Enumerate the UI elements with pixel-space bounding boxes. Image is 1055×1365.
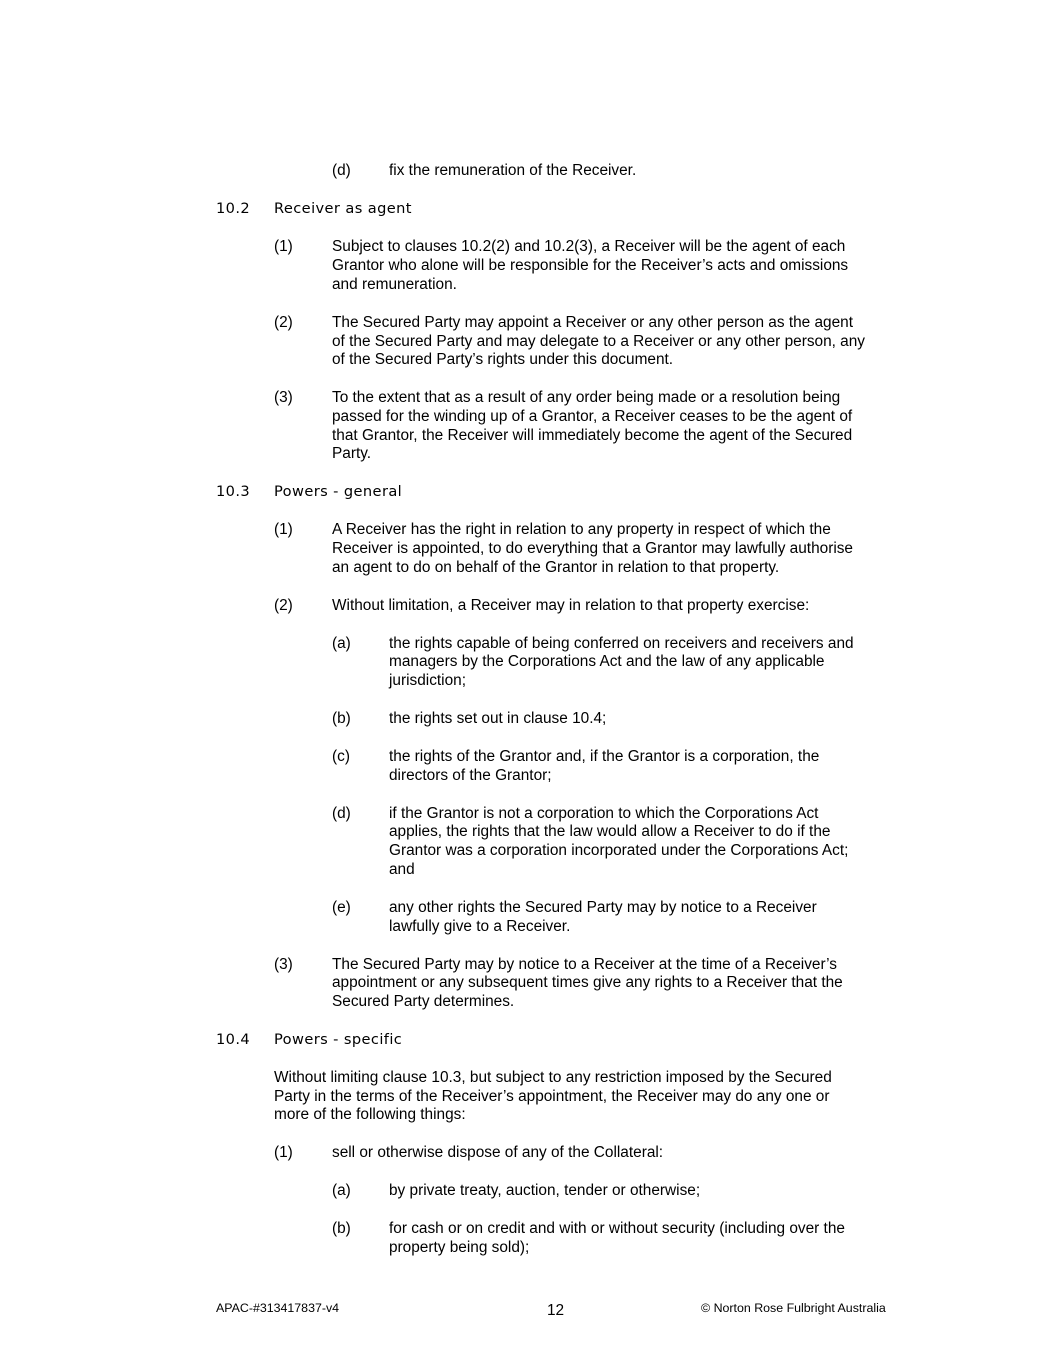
item-text: sell or otherwise dispose of any of the Collateral: (332, 1144, 664, 1161)
item-text: jurisdiction; (389, 672, 466, 689)
item-text: Subject to clauses 10.2(2) and 10.2(3), a Receiver will be the agent of each (332, 238, 846, 255)
clause-number: 10.2 (216, 200, 251, 217)
item-text: property being sold); (389, 1239, 530, 1256)
item-text: an agent to do on behalf of the Grantor in relation to that property. (332, 559, 780, 576)
item-label: (b) (332, 710, 351, 727)
paragraph-text: more of the following things: (274, 1106, 466, 1123)
item-text: any other rights the Secured Party may by notice to a Receiver (389, 899, 817, 916)
item-label: (a) (332, 1182, 351, 1199)
page-number: 12 (547, 1302, 565, 1319)
item-text: To the extent that as a result of any order being made or a resolution being (332, 389, 841, 406)
item-label: (3) (274, 956, 293, 973)
footer-doc-id: APAC-#313417837-v4 (216, 1301, 340, 1315)
item-text: and remuneration. (332, 276, 457, 293)
item-label: (a) (332, 635, 351, 652)
item-label: (d) (332, 805, 351, 822)
item-text: Secured Party determines. (332, 993, 515, 1010)
item-text: Receiver is appointed, to do everything that a Grantor may lawfully authorise (332, 540, 853, 557)
item-text: and (389, 861, 415, 878)
item-text: if the Grantor is not a corporation to which the Corporations Act (389, 805, 819, 822)
item-text: managers by the Corporations Act and the law of any applicable (389, 653, 825, 670)
item-text: Grantor was a corporation incorporated under the Corporations Act; (389, 842, 849, 859)
item-label: (1) (274, 238, 293, 255)
item-label: (2) (274, 597, 293, 614)
item-text: directors of the Grantor; (389, 767, 552, 784)
item-text: fix the remuneration of the Receiver. (389, 162, 637, 179)
item-label: (b) (332, 1220, 351, 1237)
item-text: Party. (332, 445, 372, 462)
item-text: A Receiver has the right in relation to any property in respect of which the (332, 521, 831, 538)
item-label: (1) (274, 1144, 293, 1161)
item-text: for cash or on credit and with or without security (including over the (389, 1220, 845, 1237)
item-label: (3) (274, 389, 293, 406)
item-text: by private treaty, auction, tender or otherwise; (389, 1182, 701, 1199)
item-text: applies, the rights that the law would allow a Receiver to do if the (389, 823, 831, 840)
item-label: (e) (332, 899, 351, 916)
item-text: that Grantor, the Receiver will immediately become the agent of the Secured (332, 427, 853, 444)
clause-number: 10.3 (216, 483, 251, 500)
paragraph-text: Without limiting clause 10.3, but subject to any restriction imposed by the Secured (274, 1069, 832, 1086)
item-label: (d) (332, 162, 351, 179)
item-text: the rights of the Grantor and, if the Grantor is a corporation, the (389, 748, 820, 765)
clause-number: 10.4 (216, 1031, 251, 1048)
item-text: Grantor who alone will be responsible for the Receiver’s acts and omissions (332, 257, 849, 274)
item-text: The Secured Party may appoint a Receiver or any other person as the agent (332, 314, 854, 331)
item-text: Without limitation, a Receiver may in relation to that property exercise: (332, 597, 810, 614)
clause-heading: Receiver as agent (274, 200, 412, 217)
footer-copyright: © Norton Rose Fulbright Australia (701, 1301, 886, 1315)
item-text: lawfully give to a Receiver. (389, 918, 571, 935)
item-text: appointment or any subsequent times give any rights to a Receiver that the (332, 974, 843, 991)
item-text: the rights set out in clause 10.4; (389, 710, 607, 727)
item-text: of the Secured Party’s rights under this document. (332, 351, 674, 368)
item-label: (c) (332, 748, 350, 765)
paragraph-text: Party in the terms of the Receiver’s appointment, the Receiver may do any one or (274, 1088, 830, 1105)
clause-heading: Powers - specific (274, 1031, 403, 1048)
clause-heading: Powers - general (274, 483, 403, 500)
item-text: The Secured Party may by notice to a Receiver at the time of a Receiver’s (332, 956, 837, 973)
item-label: (2) (274, 314, 293, 331)
item-label: (1) (274, 521, 293, 538)
item-text: the rights capable of being conferred on receivers and receivers and (389, 635, 854, 652)
item-text: passed for the winding up of a Grantor, a Receiver ceases to be the agent of (332, 408, 853, 425)
item-text: of the Secured Party and may delegate to a Receiver or any other person, any (332, 333, 865, 350)
